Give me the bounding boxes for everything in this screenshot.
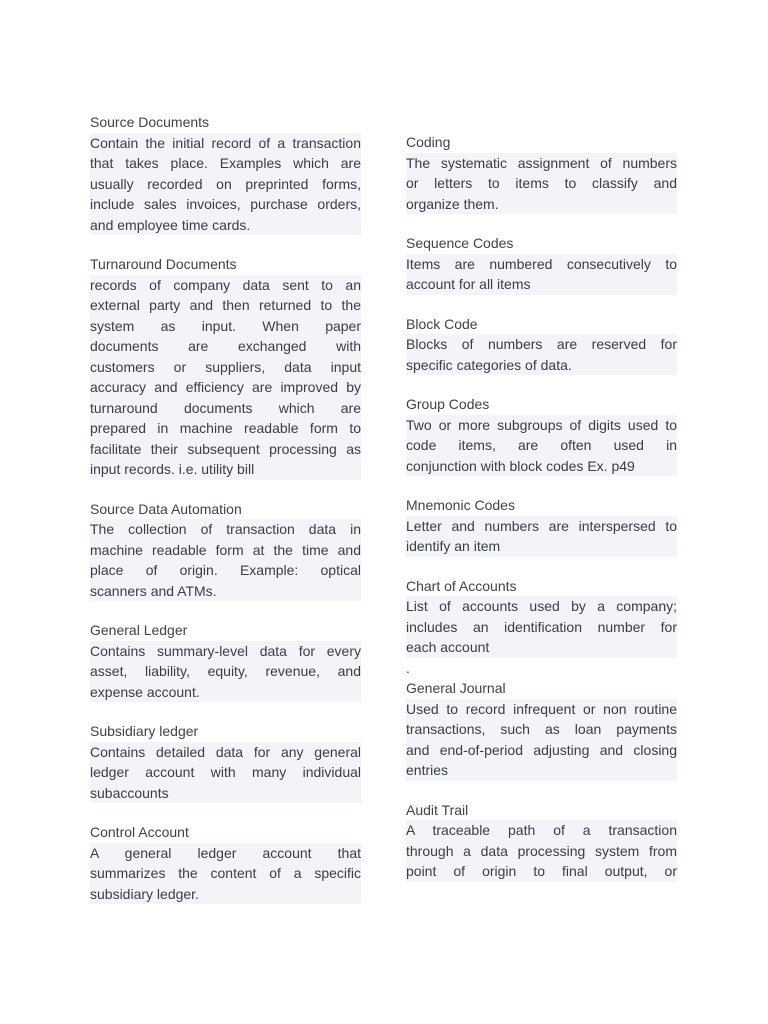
definition-line: Blocks of numbers are reserved for bbox=[406, 334, 677, 355]
definition-line: Used to record infrequent or non routine bbox=[406, 699, 677, 720]
definition-line: identify an item bbox=[406, 536, 677, 557]
definition-line: turnaround documents which are bbox=[90, 398, 361, 419]
term-section-sequence-codes bbox=[406, 233, 677, 295]
definition-line: Letter and numbers are interspersed to bbox=[406, 516, 677, 537]
term-heading: Block Code bbox=[406, 315, 478, 332]
definition-line: code items, are often used in bbox=[406, 435, 677, 456]
definition-line: records of company data sent to an bbox=[90, 275, 361, 296]
term-heading: Control Account bbox=[90, 824, 189, 840]
definition-line: A traceable path of a transaction bbox=[406, 820, 677, 841]
term-heading: Group Codes bbox=[406, 396, 490, 412]
definition-line: or letters to items to classify and bbox=[406, 173, 677, 194]
definition-line: documents are exchanged with bbox=[90, 336, 361, 357]
definition-line: input records. i.e. utility bill bbox=[90, 459, 361, 480]
definition-line: each account bbox=[406, 637, 677, 658]
term-heading: Chart of Accounts bbox=[406, 577, 517, 594]
definition-line: The collection of transaction data in bbox=[90, 519, 361, 540]
definition-line: Contain the initial record of a transaction bbox=[90, 133, 361, 154]
definition-line: List of accounts used by a company; bbox=[406, 596, 677, 617]
term-section-source-documents bbox=[90, 112, 361, 235]
left-column bbox=[90, 112, 361, 923]
definition-line: through a data processing system from bbox=[406, 841, 677, 862]
definition-line: ledger account with many individual bbox=[90, 762, 361, 783]
term-section-chart-of-accounts bbox=[406, 576, 677, 679]
definition-line: Contains detailed data for any general bbox=[90, 742, 361, 763]
term-heading: Subsidiary ledger bbox=[90, 723, 199, 739]
definition-line: point of origin to final output, or bbox=[406, 861, 677, 882]
term-section-audit-trail bbox=[406, 800, 677, 882]
term-section-source-data-automation bbox=[90, 499, 361, 602]
definition-line: expense account. bbox=[90, 682, 361, 703]
term-heading: General Journal bbox=[406, 680, 506, 696]
term-section-turnaround-documents bbox=[90, 254, 361, 480]
definition-line: transactions, such as loan payments bbox=[406, 719, 677, 740]
definition-line: A general ledger account that bbox=[90, 843, 361, 864]
definition-line: subsidiary ledger. bbox=[90, 884, 361, 905]
term-section-group-codes bbox=[406, 394, 677, 476]
definition-line: and end-of-period adjusting and closing bbox=[406, 740, 677, 761]
definition-line: Contains summary-level data for every bbox=[90, 641, 361, 662]
definition-line: external party and then returned to the bbox=[90, 295, 361, 316]
definition-line: Items are numbered consecutively to bbox=[406, 254, 677, 275]
term-heading: Mnemonic Codes bbox=[406, 497, 515, 513]
stray-period: . bbox=[406, 659, 410, 676]
term-section-block-code bbox=[406, 314, 677, 376]
definition-line: place of origin. Example: optical bbox=[90, 560, 361, 581]
definition-line: organize them. bbox=[406, 194, 677, 215]
definition-line: conjunction with block codes Ex. p49 bbox=[406, 456, 677, 477]
definition-line: usually recorded on preprinted forms, bbox=[90, 174, 361, 195]
term-heading: Source Data Automation bbox=[90, 500, 242, 517]
definition-line: asset, liability, equity, revenue, and bbox=[90, 661, 361, 682]
term-heading: Source Documents bbox=[90, 114, 210, 130]
definition-line: and employee time cards. bbox=[90, 215, 361, 236]
term-section-mnemonic-codes bbox=[406, 495, 677, 557]
term-section-general-ledger bbox=[90, 620, 361, 702]
term-heading: Coding bbox=[406, 134, 451, 150]
definition-line: customers or suppliers, data input bbox=[90, 357, 361, 378]
term-heading: Turnaround Documents bbox=[90, 256, 237, 272]
definition-line: subaccounts bbox=[90, 783, 361, 804]
term-section-general-journal bbox=[406, 678, 677, 781]
definition-line: Two or more subgroups of digits used to bbox=[406, 415, 677, 436]
definition-line: accuracy and efficiency are improved by bbox=[90, 377, 361, 398]
term-heading: General Ledger bbox=[90, 622, 188, 638]
definition-line: summarizes the content of a specific bbox=[90, 863, 361, 884]
definition-line: entries bbox=[406, 760, 677, 781]
term-section-control-account bbox=[90, 822, 361, 904]
term-heading: Sequence Codes bbox=[406, 235, 514, 251]
definition-line: The systematic assignment of numbers bbox=[406, 153, 677, 174]
definition-line: system as input. When paper bbox=[90, 316, 361, 337]
definition-line: account for all items bbox=[406, 274, 677, 295]
definition-line: prepared in machine readable form to bbox=[90, 418, 361, 439]
term-section-coding bbox=[406, 132, 677, 214]
definition-line: includes an identification number for bbox=[406, 617, 677, 638]
definition-line: machine readable form at the time and bbox=[90, 540, 361, 561]
definition-line: specific categories of data. bbox=[406, 355, 677, 376]
term-heading: Audit Trail bbox=[406, 801, 469, 818]
right-column bbox=[406, 132, 677, 901]
term-section-subsidiary-ledger bbox=[90, 721, 361, 803]
definition-line: facilitate their subsequent processing as bbox=[90, 439, 361, 460]
definition-line: scanners and ATMs. bbox=[90, 581, 361, 602]
definition-line: that takes place. Examples which are bbox=[90, 153, 361, 174]
definition-line: include sales invoices, purchase orders, bbox=[90, 194, 361, 215]
